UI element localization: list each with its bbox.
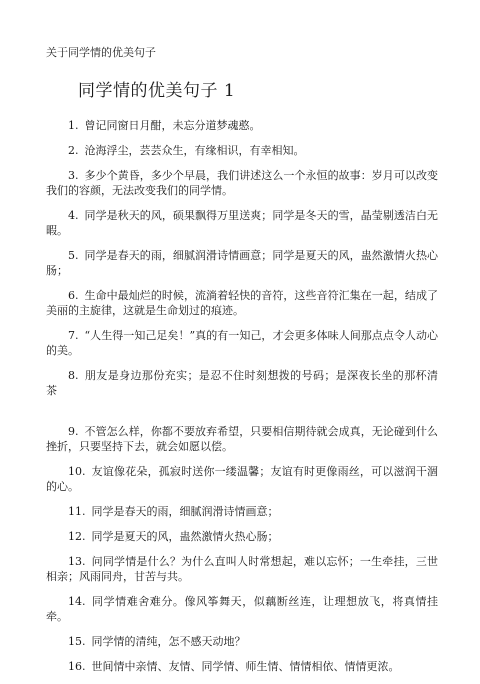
sentence-text: 同学是春天的雨，细腻润滑诗情画意；同学是夏天的风，蛊然激情火热心肠； (46, 249, 438, 277)
sentence-item (46, 554, 438, 584)
sentence-item (46, 424, 438, 454)
sentence-item (46, 594, 438, 624)
sentence-text: “人生得一知己足矣！”真的有一知己，才会更多体味人间那点点令人动心的美。 (46, 329, 438, 357)
sentence-number: 3. (68, 169, 79, 182)
sentence-text: 同学是春天的雨，细腻润滑诗情画意； (91, 505, 279, 518)
sentence-number: 11. (68, 505, 86, 518)
sentence-text: 世间情中亲情、友情、同学情、师生情、情情相依、情情更浓。 (91, 660, 400, 673)
sentence-item (46, 118, 438, 133)
sentence-item (46, 464, 438, 494)
sentence-item (46, 504, 438, 519)
document-header: 关于同学情的优美句子 (46, 46, 156, 59)
sentence-number: 14. (68, 595, 86, 608)
sentence-text: 问同学情是什么？为什么直叫人时常想起，难以忘怀；一生牵挂，三世相亲；风雨同舟，甘苦与共。 (46, 555, 438, 583)
sentence-item (46, 659, 438, 674)
sentence-number: 16. (68, 660, 86, 673)
sentence-item (46, 208, 438, 238)
sentence-number: 2. (68, 144, 79, 157)
sentence-item (46, 529, 438, 544)
sentence-item (46, 248, 438, 278)
sentence-number: 6. (68, 289, 79, 302)
sentence-number: 10. (68, 465, 86, 478)
sentence-item (46, 143, 438, 158)
sentence-item (46, 368, 438, 398)
sentence-number: 15. (68, 635, 86, 648)
sentence-text: 友谊像花朵，孤寂时送你一缕温馨；友谊有时更像雨丝，可以滋润干涸的心。 (46, 465, 438, 493)
sentence-text: 同学情的清纯，怎不感天动地？ (91, 635, 246, 648)
sentence-text: 同学情难舍难分。像风筝舞天，似藕断丝连，让理想放飞，将真情挂牵。 (46, 595, 438, 623)
sentence-number: 5. (68, 249, 79, 262)
sentence-text: 生命中最灿烂的时候，流淌着轻快的音符，这些音符汇集在一起，结成了美丽的主旋律，这就是生命划过的痕迹。 (46, 289, 438, 317)
sentence-text: 多少个黄昏，多少个早晨，我们讲述这么一个永恒的故事：岁月可以改变我们的容颜，无法改变我们的同学情。 (46, 169, 438, 197)
sentence-text: 沧海浮尘，芸芸众生，有缘相识，有幸相知。 (84, 144, 305, 157)
sentence-number: 9. (68, 425, 79, 438)
sentence-text: 同学是秋天的风，硕果飘得万里送爽；同学是冬天的雪，晶莹剔透洁白无暇。 (46, 209, 438, 237)
document-title: 同学情的优美句子 1 (78, 81, 236, 101)
sentence-text: 曾记同窗日月酣，未忘分道梦魂憨。 (84, 119, 261, 132)
sentence-number: 7. (68, 329, 79, 342)
sentence-list (46, 118, 438, 684)
sentence-text: 同学是夏天的风，蛊然激情火热心肠； (91, 530, 279, 543)
sentence-number: 12. (68, 530, 86, 543)
sentence-number: 4. (68, 209, 79, 222)
sentence-number: 1. (68, 119, 79, 132)
sentence-text: 朋友是身边那份充实；是忍不住时刻想拨的号码；是深夜长坐的那杯清 茶 (46, 369, 438, 397)
sentence-item (46, 288, 438, 318)
sentence-number: 8. (68, 369, 79, 382)
sentence-item (46, 168, 438, 198)
sentence-text: 不管怎么样，你都不要放弃希望，只要相信期待就会成真，无论碰到什么挫折，只要坚持下去，就会如愿以偿。 (46, 425, 438, 453)
sentence-number: 13. (68, 555, 86, 568)
sentence-item (46, 328, 438, 358)
